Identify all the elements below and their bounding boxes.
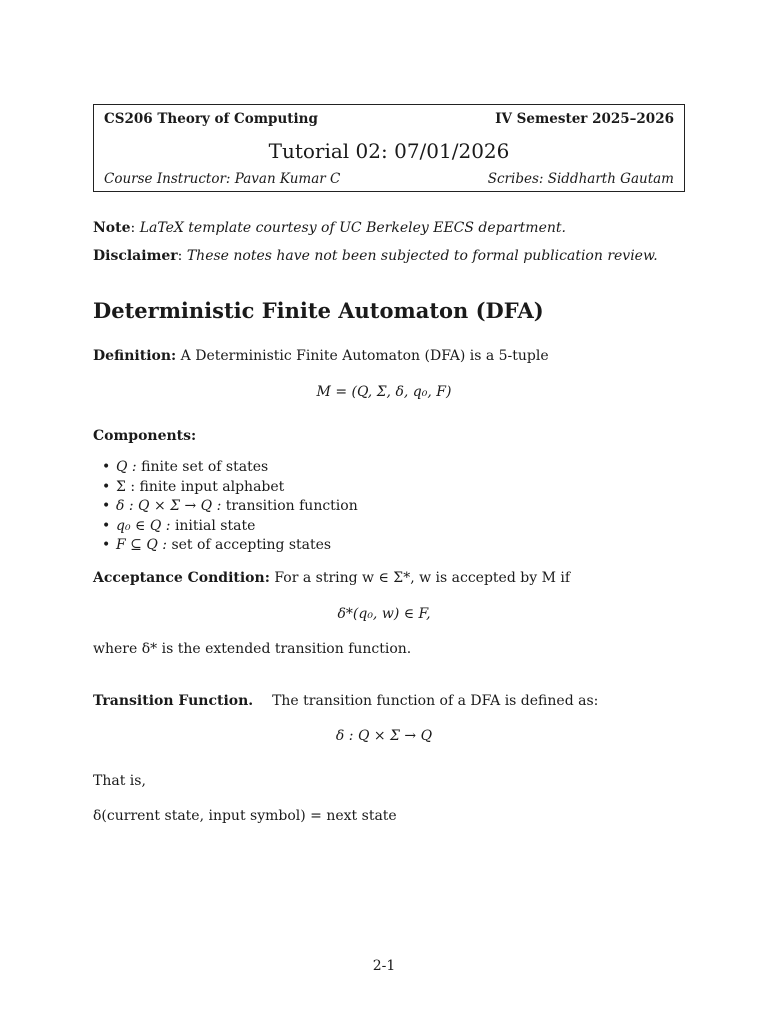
acceptance-line: [93, 570, 570, 586]
definition-line: [93, 348, 549, 364]
component-desc: initial state: [174, 517, 256, 534]
bullet-icon: •: [102, 517, 111, 534]
header-bottom-row: [104, 171, 674, 187]
transition-label: Transition Function.: [93, 693, 254, 709]
note-label: Note: [93, 220, 131, 236]
course-instructor: Course Instructor: Pavan Kumar C: [104, 171, 341, 187]
transition-text: The transition function of a DFA is defined as:: [272, 693, 599, 709]
component-desc: finite input alphabet: [139, 478, 285, 495]
disclaimer-text: These notes have not been subjected to formal publication review.: [186, 248, 658, 264]
list-item: [102, 478, 358, 498]
components-list: [93, 458, 358, 556]
list-item: [102, 497, 358, 517]
bullet-icon: •: [102, 478, 111, 495]
bullet-icon: •: [102, 459, 111, 475]
tutorial-title: Tutorial 02: 07/01/2026: [268, 139, 510, 163]
section-title: Deterministic Finite Automaton (DFA): [93, 298, 544, 323]
component-symbol: Q :: [116, 459, 137, 475]
definition-label: Definition:: [93, 348, 177, 364]
transition-line: [93, 693, 598, 709]
dfa-tuple-equation: M = (Q, Σ, δ, q₀, F): [316, 384, 452, 400]
component-desc: set of accepting states: [171, 537, 332, 553]
list-item: [102, 458, 358, 478]
transition-equation: δ : Q × Σ → Q: [335, 728, 433, 744]
page-number: 2-1: [372, 958, 396, 974]
component-symbol: δ : Q × Σ → Q :: [116, 498, 222, 514]
component-desc: transition function: [225, 498, 358, 514]
components-heading: Components:: [93, 428, 197, 444]
list-item: [102, 536, 358, 556]
bullet-icon: •: [102, 537, 111, 553]
list-item: [102, 517, 358, 537]
header-top-row: [104, 111, 674, 127]
header-box: [93, 104, 685, 192]
acceptance-equation: δ*(q₀, w) ∈ F,: [337, 606, 431, 622]
acceptance-label: Acceptance Condition:: [93, 570, 270, 586]
transition-formula: δ(current state, input symbol) = next state: [93, 808, 397, 824]
course-name: CS206 Theory of Computing: [104, 111, 318, 127]
semester: IV Semester 2025–2026: [495, 111, 674, 127]
that-is-text: That is,: [93, 773, 146, 789]
note-text: LaTeX template courtesy of UC Berkeley EECS department.: [139, 220, 566, 236]
disclaimer-label: Disclaimer: [93, 248, 178, 264]
component-desc: finite set of states: [141, 459, 269, 475]
bullet-icon: •: [102, 498, 111, 514]
note-line: Note: LaTeX template courtesy of UC Berkeley EECS department.: [93, 220, 566, 236]
scribes: Scribes: Siddharth Gautam: [487, 171, 674, 187]
definition-text: A Deterministic Finite Automaton (DFA) is a 5-tuple: [180, 348, 549, 364]
component-symbol: q₀ ∈ Q :: [116, 517, 171, 534]
component-symbol: F ⊆ Q :: [116, 537, 167, 553]
component-symbol: Σ :: [116, 478, 136, 495]
acceptance-text: For a string w ∈ Σ*, w is accepted by M if: [274, 570, 571, 586]
disclaimer-line: Disclaimer: These notes have not been subjected to formal publication review.: [93, 248, 658, 264]
acceptance-followup: where δ* is the extended transition function.: [93, 641, 412, 657]
